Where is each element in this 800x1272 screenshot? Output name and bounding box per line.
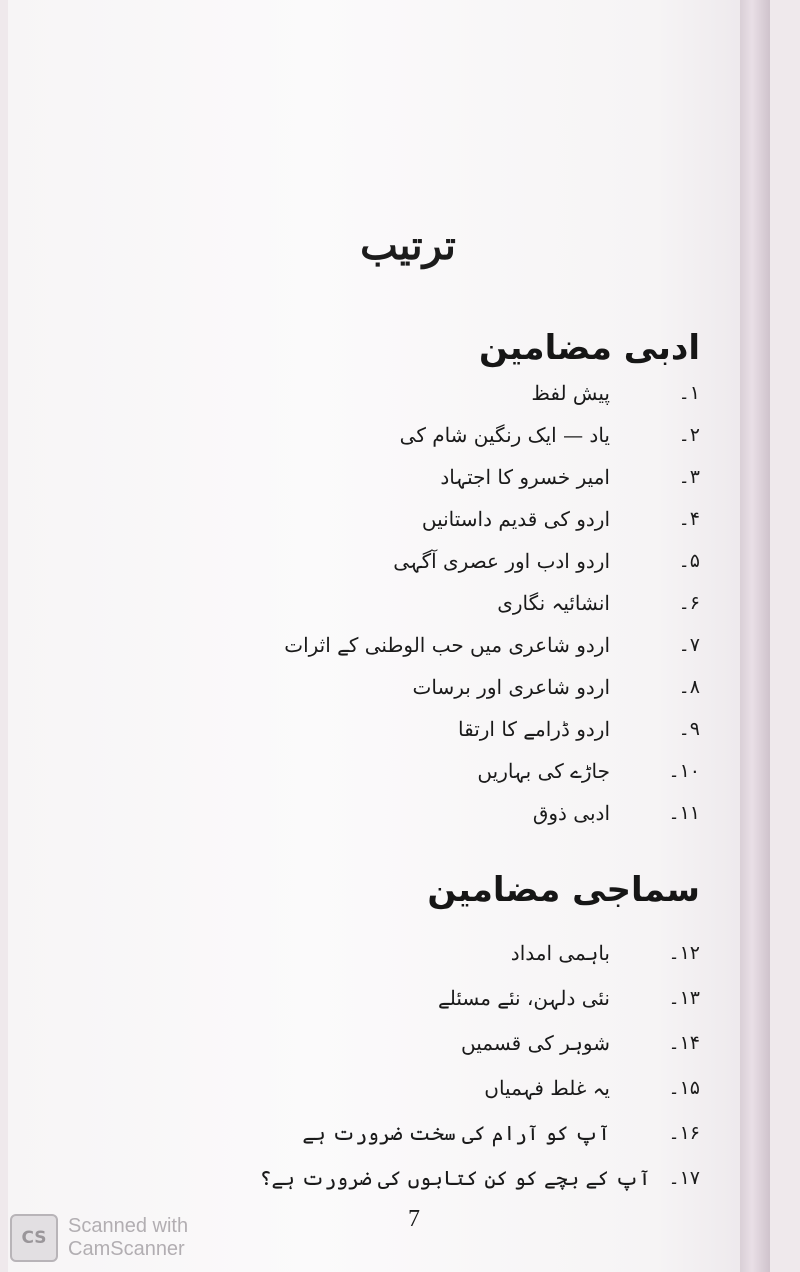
toc-number: ۲۔ xyxy=(678,424,700,446)
toc-item xyxy=(280,792,700,834)
toc-number: ۱۴۔ xyxy=(668,1031,700,1054)
toc-title: امیر خسرو کا اجتہاد xyxy=(440,465,610,489)
toc-number: ۱۷۔ xyxy=(668,1166,700,1189)
toc-title: ادبی ذوق xyxy=(532,801,610,825)
toc-title: پیش لفظ xyxy=(531,381,610,405)
toc-title: اردو ادب اور عصری آگہی xyxy=(393,549,610,573)
toc-number: ۵۔ xyxy=(678,550,700,572)
toc-item xyxy=(280,708,700,750)
toc-number: ۴۔ xyxy=(678,508,700,530)
camscanner-logo-icon xyxy=(10,1214,58,1262)
toc-item xyxy=(280,666,700,708)
toc-title: جاڑے کی بہاریں xyxy=(477,759,610,783)
toc-title: اردو شاعری میں حب الوطنی کے اثرات xyxy=(284,633,610,657)
toc-title: نئی دلہن، نئے مسئلے xyxy=(438,985,610,1010)
toc-number: ۱۰۔ xyxy=(668,760,700,782)
toc-item xyxy=(280,750,700,792)
toc-item xyxy=(280,372,700,414)
toc-item xyxy=(280,624,700,666)
toc-item xyxy=(280,1065,700,1110)
toc-number: ۹۔ xyxy=(678,718,700,740)
camscanner-logo-text: CS xyxy=(21,1228,47,1248)
page-edge xyxy=(740,0,770,1272)
book-page xyxy=(8,0,770,1272)
toc-title: اردو ڈرامے کا ارتقا xyxy=(457,717,610,741)
toc-title: یہ غلط فہمیاں xyxy=(484,1075,610,1100)
toc-number: ۷۔ xyxy=(678,634,700,656)
toc-number: ۶۔ xyxy=(678,592,700,614)
toc-title: باہمی امداد xyxy=(510,940,610,965)
toc-number: ۱۔ xyxy=(678,382,700,404)
toc-item xyxy=(259,1155,700,1200)
toc-title: یاد — ایک رنگین شام کی xyxy=(399,423,610,447)
toc-item xyxy=(280,1020,700,1065)
toc-item xyxy=(280,540,700,582)
toc-list-literary xyxy=(280,372,700,834)
toc-number: ۳۔ xyxy=(678,466,700,488)
watermark-line-1: Scanned with xyxy=(68,1215,189,1237)
toc-title: اردو شاعری اور برسات xyxy=(412,675,610,699)
toc-title: شوہر کی قسمیں xyxy=(461,1030,610,1055)
page-title: ترتیب xyxy=(360,222,456,269)
toc-number: ۸۔ xyxy=(678,676,700,698)
toc-number: ۱۳۔ xyxy=(668,986,700,1009)
watermark-text xyxy=(68,1215,188,1261)
toc-item xyxy=(280,582,700,624)
toc-number: ۱۲۔ xyxy=(668,941,700,964)
toc-number: ۱۶۔ xyxy=(668,1121,700,1144)
toc-item xyxy=(280,414,700,456)
toc-title: انشائیہ نگاری xyxy=(497,591,610,615)
toc-item xyxy=(280,456,700,498)
toc-item xyxy=(280,1110,700,1155)
section-heading-social: سماجی مضامین xyxy=(427,870,700,910)
toc-title: آپ کے بچے کو کن کتابوں کی ضرورت ہے؟ xyxy=(259,1165,651,1190)
toc-title: آپ کو آرام کی سخت ضرورت ہے xyxy=(302,1120,610,1145)
toc-number: ۱۵۔ xyxy=(668,1076,700,1099)
toc-title: اردو کی قدیم داستانیں xyxy=(421,507,610,531)
toc-list-social xyxy=(259,930,700,1200)
toc-item xyxy=(280,975,700,1020)
section-heading-literary: ادبی مضامین xyxy=(479,328,700,368)
page-number: 7 xyxy=(408,1206,420,1232)
watermark-line-2: CamScanner xyxy=(68,1238,185,1260)
camscanner-watermark xyxy=(10,1214,188,1262)
toc-item xyxy=(280,930,700,975)
toc-item xyxy=(280,498,700,540)
toc-number: ۱۱۔ xyxy=(668,802,700,824)
